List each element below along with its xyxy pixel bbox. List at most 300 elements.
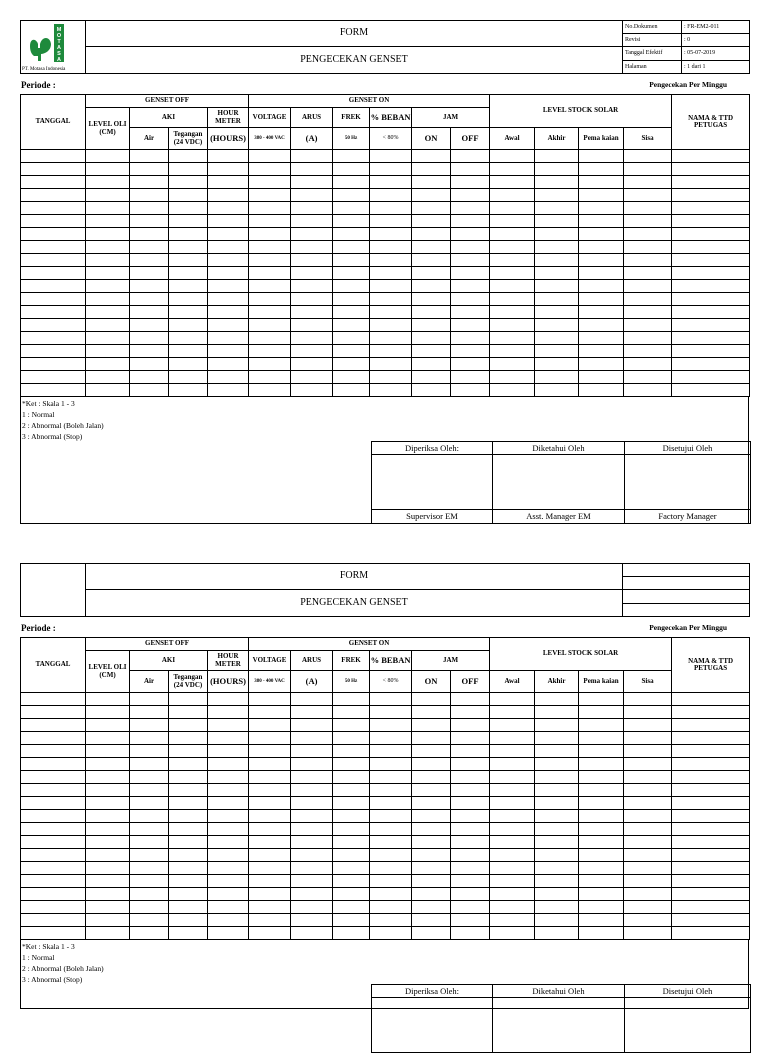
entry-cell[interactable] — [624, 358, 672, 371]
entry-cell[interactable] — [672, 719, 750, 732]
entry-cell[interactable] — [535, 836, 579, 849]
entry-cell[interactable] — [535, 215, 579, 228]
entry-cell[interactable] — [291, 241, 333, 254]
entry-cell[interactable] — [579, 202, 624, 215]
entry-cell[interactable] — [249, 914, 291, 927]
entry-cell[interactable] — [624, 797, 672, 810]
entry-cell[interactable] — [535, 784, 579, 797]
entry-cell[interactable] — [130, 254, 169, 267]
entry-cell[interactable] — [672, 797, 750, 810]
entry-cell[interactable] — [169, 875, 208, 888]
entry-cell[interactable] — [579, 228, 624, 241]
entry-cell[interactable] — [624, 693, 672, 706]
entry-cell[interactable] — [169, 254, 208, 267]
entry-cell[interactable] — [490, 215, 535, 228]
entry-cell[interactable] — [490, 823, 535, 836]
entry-cell[interactable] — [370, 758, 412, 771]
entry-cell[interactable] — [333, 914, 370, 927]
entry-cell[interactable] — [624, 384, 672, 397]
entry-cell[interactable] — [490, 345, 535, 358]
entry-cell[interactable] — [130, 797, 169, 810]
entry-cell[interactable] — [21, 306, 86, 319]
entry-cell[interactable] — [333, 836, 370, 849]
entry-cell[interactable] — [490, 758, 535, 771]
entry-cell[interactable] — [333, 927, 370, 940]
entry-cell[interactable] — [370, 875, 412, 888]
entry-cell[interactable] — [579, 176, 624, 189]
entry-cell[interactable] — [130, 849, 169, 862]
entry-cell[interactable] — [412, 771, 451, 784]
entry-cell[interactable] — [579, 862, 624, 875]
entry-cell[interactable] — [490, 332, 535, 345]
entry-cell[interactable] — [624, 345, 672, 358]
entry-cell[interactable] — [624, 228, 672, 241]
entry-cell[interactable] — [169, 384, 208, 397]
entry-cell[interactable] — [169, 358, 208, 371]
entry-cell[interactable] — [169, 706, 208, 719]
entry-cell[interactable] — [624, 784, 672, 797]
entry-cell[interactable] — [130, 306, 169, 319]
entry-cell[interactable] — [21, 241, 86, 254]
entry-cell[interactable] — [624, 849, 672, 862]
entry-cell[interactable] — [333, 732, 370, 745]
entry-cell[interactable] — [208, 862, 249, 875]
entry-cell[interactable] — [535, 280, 579, 293]
entry-cell[interactable] — [624, 758, 672, 771]
entry-cell[interactable] — [535, 384, 579, 397]
entry-cell[interactable] — [291, 914, 333, 927]
entry-cell[interactable] — [169, 797, 208, 810]
entry-cell[interactable] — [672, 228, 750, 241]
entry-cell[interactable] — [21, 358, 86, 371]
entry-cell[interactable] — [291, 163, 333, 176]
entry-cell[interactable] — [249, 371, 291, 384]
entry-cell[interactable] — [86, 241, 130, 254]
entry-cell[interactable] — [291, 862, 333, 875]
entry-cell[interactable] — [451, 888, 490, 901]
entry-cell[interactable] — [208, 706, 249, 719]
entry-cell[interactable] — [291, 693, 333, 706]
entry-cell[interactable] — [672, 176, 750, 189]
entry-cell[interactable] — [86, 202, 130, 215]
entry-cell[interactable] — [208, 150, 249, 163]
entry-cell[interactable] — [208, 306, 249, 319]
entry-cell[interactable] — [21, 888, 86, 901]
entry-cell[interactable] — [579, 254, 624, 267]
entry-cell[interactable] — [535, 163, 579, 176]
entry-cell[interactable] — [291, 927, 333, 940]
entry-cell[interactable] — [208, 384, 249, 397]
entry-cell[interactable] — [370, 719, 412, 732]
entry-cell[interactable] — [130, 150, 169, 163]
entry-cell[interactable] — [412, 914, 451, 927]
entry-cell[interactable] — [490, 719, 535, 732]
entry-cell[interactable] — [672, 927, 750, 940]
signature-box[interactable] — [493, 998, 625, 1053]
entry-cell[interactable] — [333, 693, 370, 706]
entry-cell[interactable] — [672, 345, 750, 358]
entry-cell[interactable] — [249, 745, 291, 758]
entry-cell[interactable] — [412, 862, 451, 875]
entry-cell[interactable] — [579, 371, 624, 384]
entry-cell[interactable] — [579, 384, 624, 397]
entry-cell[interactable] — [249, 228, 291, 241]
entry-cell[interactable] — [451, 254, 490, 267]
entry-cell[interactable] — [412, 810, 451, 823]
entry-cell[interactable] — [672, 215, 750, 228]
entry-cell[interactable] — [291, 384, 333, 397]
entry-cell[interactable] — [21, 758, 86, 771]
entry-cell[interactable] — [86, 280, 130, 293]
entry-cell[interactable] — [579, 332, 624, 345]
entry-cell[interactable] — [624, 888, 672, 901]
entry-cell[interactable] — [672, 332, 750, 345]
entry-cell[interactable] — [535, 693, 579, 706]
entry-cell[interactable] — [672, 189, 750, 202]
entry-cell[interactable] — [451, 784, 490, 797]
entry-cell[interactable] — [21, 215, 86, 228]
entry-cell[interactable] — [412, 345, 451, 358]
entry-cell[interactable] — [169, 862, 208, 875]
entry-cell[interactable] — [451, 189, 490, 202]
entry-cell[interactable] — [490, 927, 535, 940]
entry-cell[interactable] — [86, 732, 130, 745]
entry-cell[interactable] — [208, 332, 249, 345]
entry-cell[interactable] — [291, 732, 333, 745]
entry-cell[interactable] — [535, 345, 579, 358]
entry-cell[interactable] — [672, 732, 750, 745]
entry-cell[interactable] — [208, 758, 249, 771]
entry-cell[interactable] — [291, 358, 333, 371]
entry-cell[interactable] — [291, 371, 333, 384]
entry-cell[interactable] — [490, 888, 535, 901]
entry-cell[interactable] — [624, 189, 672, 202]
entry-cell[interactable] — [672, 267, 750, 280]
entry-cell[interactable] — [208, 732, 249, 745]
entry-cell[interactable] — [370, 293, 412, 306]
entry-cell[interactable] — [535, 797, 579, 810]
entry-cell[interactable] — [412, 784, 451, 797]
entry-cell[interactable] — [579, 836, 624, 849]
entry-cell[interactable] — [291, 280, 333, 293]
entry-cell[interactable] — [490, 189, 535, 202]
entry-cell[interactable] — [130, 215, 169, 228]
entry-cell[interactable] — [412, 228, 451, 241]
entry-cell[interactable] — [412, 306, 451, 319]
entry-cell[interactable] — [451, 719, 490, 732]
entry-cell[interactable] — [490, 745, 535, 758]
signature-box[interactable] — [372, 455, 493, 510]
entry-cell[interactable] — [490, 176, 535, 189]
entry-cell[interactable] — [169, 719, 208, 732]
entry-cell[interactable] — [86, 875, 130, 888]
entry-cell[interactable] — [130, 719, 169, 732]
entry-cell[interactable] — [412, 797, 451, 810]
entry-cell[interactable] — [370, 862, 412, 875]
entry-cell[interactable] — [624, 862, 672, 875]
entry-cell[interactable] — [624, 927, 672, 940]
entry-cell[interactable] — [86, 293, 130, 306]
entry-cell[interactable] — [249, 306, 291, 319]
entry-cell[interactable] — [21, 862, 86, 875]
entry-cell[interactable] — [672, 150, 750, 163]
entry-cell[interactable] — [451, 810, 490, 823]
entry-cell[interactable] — [130, 228, 169, 241]
entry-cell[interactable] — [412, 888, 451, 901]
entry-cell[interactable] — [86, 836, 130, 849]
entry-cell[interactable] — [86, 797, 130, 810]
entry-cell[interactable] — [490, 150, 535, 163]
entry-cell[interactable] — [86, 745, 130, 758]
entry-cell[interactable] — [21, 228, 86, 241]
entry-cell[interactable] — [579, 758, 624, 771]
entry-cell[interactable] — [130, 706, 169, 719]
entry-cell[interactable] — [208, 849, 249, 862]
entry-cell[interactable] — [579, 345, 624, 358]
entry-cell[interactable] — [535, 267, 579, 280]
entry-cell[interactable] — [86, 228, 130, 241]
entry-cell[interactable] — [412, 293, 451, 306]
entry-cell[interactable] — [490, 306, 535, 319]
entry-cell[interactable] — [624, 332, 672, 345]
entry-cell[interactable] — [535, 732, 579, 745]
entry-cell[interactable] — [130, 862, 169, 875]
entry-cell[interactable] — [208, 784, 249, 797]
entry-cell[interactable] — [370, 901, 412, 914]
entry-cell[interactable] — [412, 267, 451, 280]
entry-cell[interactable] — [624, 319, 672, 332]
entry-cell[interactable] — [624, 371, 672, 384]
entry-cell[interactable] — [672, 371, 750, 384]
entry-cell[interactable] — [370, 810, 412, 823]
entry-cell[interactable] — [291, 823, 333, 836]
entry-cell[interactable] — [249, 267, 291, 280]
entry-cell[interactable] — [579, 927, 624, 940]
entry-cell[interactable] — [249, 215, 291, 228]
entry-cell[interactable] — [21, 332, 86, 345]
entry-cell[interactable] — [490, 241, 535, 254]
entry-cell[interactable] — [333, 215, 370, 228]
entry-cell[interactable] — [169, 319, 208, 332]
entry-cell[interactable] — [130, 332, 169, 345]
entry-cell[interactable] — [672, 758, 750, 771]
entry-cell[interactable] — [490, 771, 535, 784]
entry-cell[interactable] — [333, 176, 370, 189]
entry-cell[interactable] — [208, 797, 249, 810]
entry-cell[interactable] — [169, 176, 208, 189]
entry-cell[interactable] — [21, 176, 86, 189]
entry-cell[interactable] — [169, 293, 208, 306]
entry-cell[interactable] — [412, 319, 451, 332]
entry-cell[interactable] — [208, 823, 249, 836]
entry-cell[interactable] — [624, 306, 672, 319]
entry-cell[interactable] — [624, 836, 672, 849]
entry-cell[interactable] — [249, 202, 291, 215]
entry-cell[interactable] — [249, 358, 291, 371]
entry-cell[interactable] — [21, 319, 86, 332]
entry-cell[interactable] — [579, 849, 624, 862]
entry-cell[interactable] — [249, 319, 291, 332]
entry-cell[interactable] — [21, 293, 86, 306]
entry-cell[interactable] — [535, 176, 579, 189]
entry-cell[interactable] — [672, 745, 750, 758]
entry-cell[interactable] — [130, 784, 169, 797]
entry-cell[interactable] — [412, 150, 451, 163]
signature-box[interactable] — [625, 998, 751, 1053]
entry-cell[interactable] — [21, 202, 86, 215]
entry-cell[interactable] — [672, 784, 750, 797]
entry-cell[interactable] — [672, 163, 750, 176]
entry-cell[interactable] — [624, 706, 672, 719]
entry-cell[interactable] — [412, 176, 451, 189]
entry-cell[interactable] — [291, 849, 333, 862]
entry-cell[interactable] — [490, 371, 535, 384]
entry-cell[interactable] — [21, 797, 86, 810]
entry-cell[interactable] — [130, 745, 169, 758]
entry-cell[interactable] — [333, 241, 370, 254]
entry-cell[interactable] — [535, 306, 579, 319]
entry-cell[interactable] — [535, 241, 579, 254]
entry-cell[interactable] — [535, 914, 579, 927]
entry-cell[interactable] — [370, 189, 412, 202]
entry-cell[interactable] — [21, 901, 86, 914]
entry-cell[interactable] — [624, 771, 672, 784]
entry-cell[interactable] — [451, 319, 490, 332]
entry-cell[interactable] — [130, 901, 169, 914]
entry-cell[interactable] — [412, 163, 451, 176]
entry-cell[interactable] — [21, 280, 86, 293]
entry-cell[interactable] — [208, 358, 249, 371]
entry-cell[interactable] — [169, 280, 208, 293]
entry-cell[interactable] — [451, 849, 490, 862]
entry-cell[interactable] — [208, 280, 249, 293]
entry-cell[interactable] — [291, 150, 333, 163]
entry-cell[interactable] — [130, 810, 169, 823]
entry-cell[interactable] — [249, 784, 291, 797]
entry-cell[interactable] — [333, 888, 370, 901]
entry-cell[interactable] — [624, 254, 672, 267]
entry-cell[interactable] — [208, 875, 249, 888]
entry-cell[interactable] — [169, 745, 208, 758]
entry-cell[interactable] — [291, 836, 333, 849]
entry-cell[interactable] — [169, 150, 208, 163]
entry-cell[interactable] — [21, 150, 86, 163]
entry-cell[interactable] — [333, 875, 370, 888]
entry-cell[interactable] — [333, 319, 370, 332]
entry-cell[interactable] — [130, 241, 169, 254]
entry-cell[interactable] — [672, 771, 750, 784]
entry-cell[interactable] — [672, 836, 750, 849]
entry-cell[interactable] — [169, 215, 208, 228]
entry-cell[interactable] — [412, 215, 451, 228]
entry-cell[interactable] — [370, 823, 412, 836]
entry-cell[interactable] — [579, 241, 624, 254]
entry-cell[interactable] — [130, 771, 169, 784]
entry-cell[interactable] — [333, 163, 370, 176]
entry-cell[interactable] — [208, 241, 249, 254]
entry-cell[interactable] — [451, 293, 490, 306]
entry-cell[interactable] — [451, 358, 490, 371]
entry-cell[interactable] — [370, 784, 412, 797]
entry-cell[interactable] — [370, 849, 412, 862]
entry-cell[interactable] — [169, 332, 208, 345]
entry-cell[interactable] — [624, 241, 672, 254]
entry-cell[interactable] — [169, 241, 208, 254]
entry-cell[interactable] — [21, 927, 86, 940]
entry-cell[interactable] — [412, 693, 451, 706]
entry-cell[interactable] — [21, 163, 86, 176]
entry-cell[interactable] — [535, 202, 579, 215]
entry-cell[interactable] — [333, 306, 370, 319]
entry-cell[interactable] — [672, 810, 750, 823]
entry-cell[interactable] — [672, 293, 750, 306]
entry-cell[interactable] — [249, 176, 291, 189]
entry-cell[interactable] — [624, 823, 672, 836]
entry-cell[interactable] — [579, 319, 624, 332]
entry-cell[interactable] — [291, 267, 333, 280]
entry-cell[interactable] — [291, 797, 333, 810]
entry-cell[interactable] — [579, 693, 624, 706]
entry-cell[interactable] — [86, 719, 130, 732]
entry-cell[interactable] — [672, 693, 750, 706]
entry-cell[interactable] — [21, 875, 86, 888]
entry-cell[interactable] — [249, 241, 291, 254]
entry-cell[interactable] — [291, 745, 333, 758]
entry-cell[interactable] — [86, 358, 130, 371]
entry-cell[interactable] — [579, 306, 624, 319]
entry-cell[interactable] — [208, 163, 249, 176]
entry-cell[interactable] — [21, 706, 86, 719]
entry-cell[interactable] — [86, 319, 130, 332]
entry-cell[interactable] — [490, 849, 535, 862]
entry-cell[interactable] — [490, 797, 535, 810]
entry-cell[interactable] — [370, 693, 412, 706]
entry-cell[interactable] — [333, 293, 370, 306]
entry-cell[interactable] — [490, 254, 535, 267]
entry-cell[interactable] — [86, 150, 130, 163]
entry-cell[interactable] — [86, 384, 130, 397]
entry-cell[interactable] — [579, 784, 624, 797]
entry-cell[interactable] — [672, 358, 750, 371]
entry-cell[interactable] — [672, 823, 750, 836]
entry-cell[interactable] — [291, 706, 333, 719]
entry-cell[interactable] — [86, 215, 130, 228]
entry-cell[interactable] — [412, 758, 451, 771]
entry-cell[interactable] — [535, 228, 579, 241]
entry-cell[interactable] — [333, 254, 370, 267]
entry-cell[interactable] — [169, 202, 208, 215]
entry-cell[interactable] — [169, 927, 208, 940]
entry-cell[interactable] — [672, 901, 750, 914]
entry-cell[interactable] — [579, 797, 624, 810]
entry-cell[interactable] — [451, 771, 490, 784]
entry-cell[interactable] — [169, 784, 208, 797]
entry-cell[interactable] — [291, 332, 333, 345]
entry-cell[interactable] — [86, 693, 130, 706]
entry-cell[interactable] — [490, 228, 535, 241]
entry-cell[interactable] — [130, 836, 169, 849]
entry-cell[interactable] — [291, 784, 333, 797]
entry-cell[interactable] — [451, 163, 490, 176]
entry-cell[interactable] — [333, 719, 370, 732]
entry-cell[interactable] — [412, 901, 451, 914]
entry-cell[interactable] — [579, 280, 624, 293]
entry-cell[interactable] — [130, 293, 169, 306]
entry-cell[interactable] — [169, 306, 208, 319]
entry-cell[interactable] — [86, 888, 130, 901]
entry-cell[interactable] — [333, 332, 370, 345]
entry-cell[interactable] — [451, 875, 490, 888]
